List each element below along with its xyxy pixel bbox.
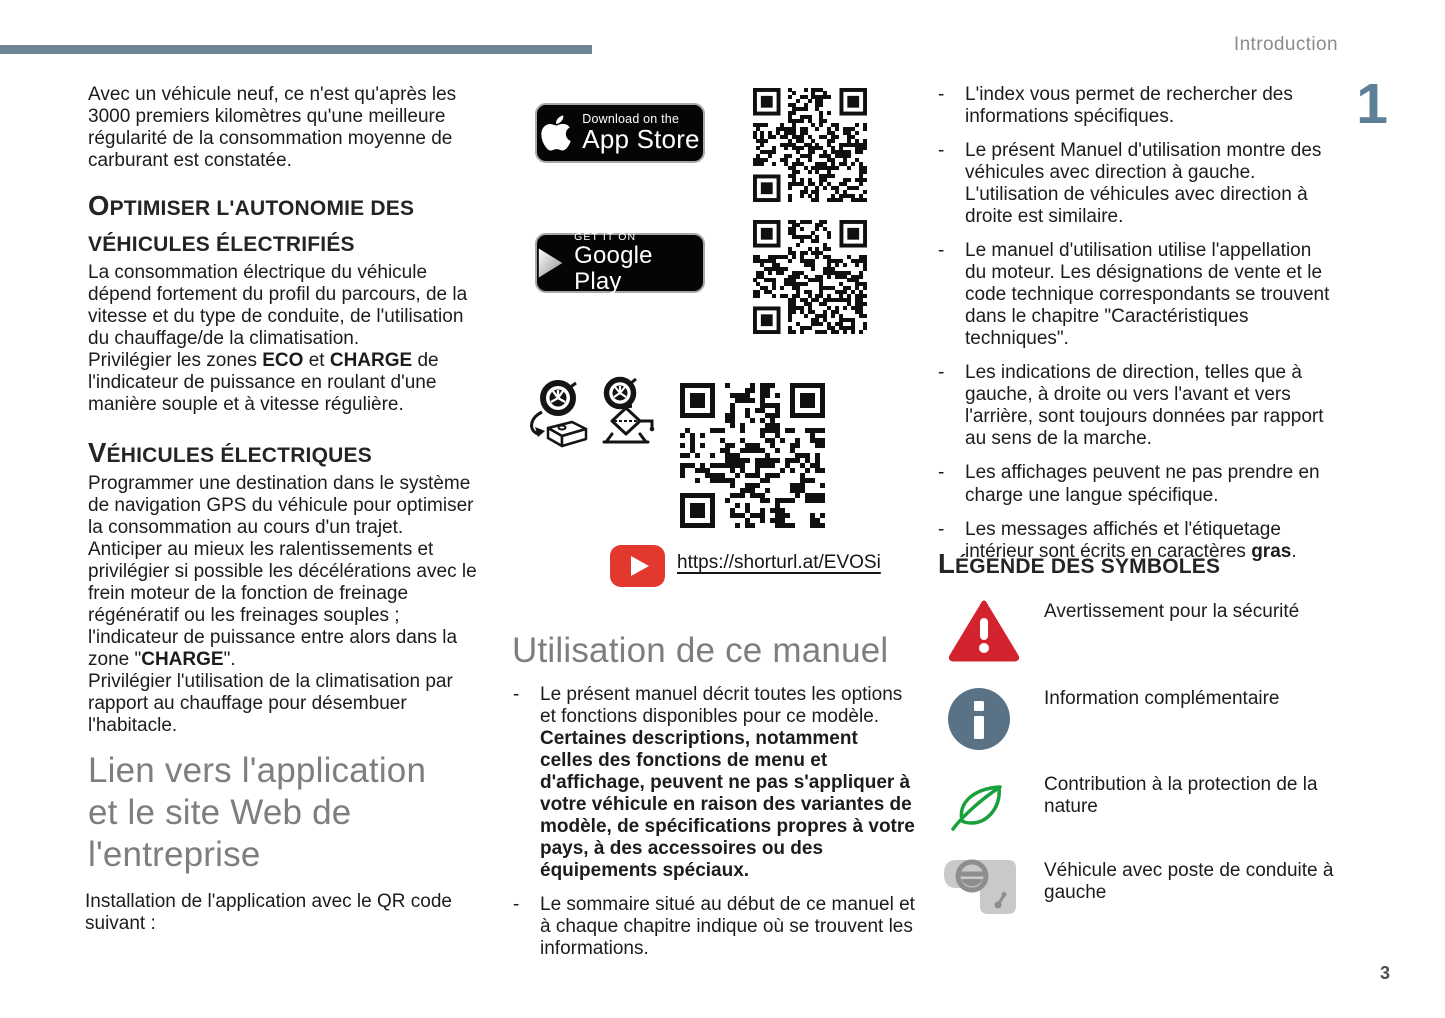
usage-item-text: Le sommaire situé au début de ce manuel et à chaque chapitre indique où se trouvent les informations. [540, 894, 915, 960]
intro-paragraph: Avec un véhicule neuf, ce n'est qu'après les 3000 premiers kilomètres qu'une meilleure régularité de la consommation moyenne de carburant est constatée. [88, 84, 457, 172]
text-segment: de l'indicateur de puissance en roulant d'une manière souple et à vitesse régulière. [88, 350, 439, 416]
steering-wheel-icon [942, 858, 1020, 916]
electric-vehicles-block [88, 473, 488, 737]
qr-code-tyre-info [680, 383, 825, 528]
note-text: Le manuel d'utilisation utilise l'appellation du moteur. Les désignations de vente et le code technique correspondants se trouvent dans le chapitre "Caractéristiques techniques". [965, 240, 1330, 350]
text-segment: et [303, 350, 330, 371]
google-play-icon [537, 247, 564, 279]
list-item [513, 894, 915, 960]
googleplay-badge [535, 233, 705, 293]
list-item [938, 462, 1336, 506]
note-text: Les indications de direction, telles que à gauche, à droite ou vers l'avant et vers l'arrière, sont toujours données par rapport au sens de la marche. [965, 362, 1324, 450]
install-note: Installation de l'application avec le QR code suivant : [85, 891, 452, 935]
note-text: Le présent Manuel d'utilisation montre des véhicules avec direction à gauche. L'utilisation de véhicules avec direction à droite est similaire. [965, 140, 1322, 228]
bullet-dash: - [513, 684, 520, 705]
appstore-badge-line2: App Store [582, 123, 700, 154]
ev-paragraph-1: Programmer une destination dans le système de navigation GPS du véhicule pour optimiser la consommation au cours d'un trajet. [88, 473, 474, 539]
info-icon [948, 688, 1010, 750]
warning-triangle-icon [948, 599, 1020, 662]
heading-app-link: Lien vers l'application et le site Web de l'entreprise [88, 751, 427, 874]
video-link[interactable]: https://shorturl.at/EVOSi [677, 552, 881, 573]
text-segment: . [1291, 540, 1297, 562]
googleplay-badge-line1: GET IT ON [574, 231, 637, 244]
qr-code-appstore [753, 88, 867, 202]
page-number: 3 [1380, 963, 1391, 983]
bullet-dash: - [938, 140, 945, 162]
bold-segment: CHARGE [141, 649, 224, 671]
eco-charge-paragraph [88, 350, 480, 416]
bullet-dash: - [938, 518, 945, 540]
text-segment: Privilégier les zones [88, 350, 263, 371]
consumption-paragraph: La consommation électrique du véhicule dépend fortement du profil du parcours, de la vitesse et du type de conduite, de l'utilisation du chauffage/de la climatisation. [88, 262, 468, 350]
legend-label: Véhicule avec poste de conduite à gauche [1044, 860, 1334, 904]
ev-paragraph-3: Privilégier l'utilisation de la climatisation par rapport au chauffage pour désembuer l'habitacle. [88, 671, 453, 737]
note-text: L'index vous permet de rechercher des informations spécifiques. [965, 84, 1293, 128]
appstore-badge-text [582, 113, 699, 153]
heading-electric-vehicles: VÉHICULES ÉLECTRIQUES [88, 437, 372, 468]
leaf-icon [950, 780, 1006, 832]
note-text: Les affichages peuvent ne pas prendre en charge une langue spécifique. [965, 462, 1320, 506]
list-item [938, 140, 1336, 228]
list-item [938, 84, 1336, 128]
heading-usage: Utilisation de ce manuel [512, 631, 889, 670]
appstore-badge-line1: Download on the [582, 111, 680, 126]
list-item [938, 240, 1336, 350]
list-item [938, 362, 1336, 450]
notes-list [938, 84, 1336, 575]
chapter-number: 1 [1356, 72, 1388, 136]
usage-item-text [540, 684, 915, 882]
bold-segment: CHARGE [329, 350, 413, 371]
text-segment: ". [223, 649, 236, 671]
bullet-dash: - [938, 462, 945, 484]
googleplay-badge-text [574, 232, 703, 293]
text-segment: Le présent manuel décrit toutes les options et fonctions disponibles pour ce modèle. [540, 684, 903, 728]
heading-legend: LÉGENDE DES SYMBOLES [938, 548, 1221, 579]
bullet-dash: - [938, 240, 945, 262]
heading-optimize-range: OPTIMISER L'AUTONOMIE DES VÉHICULES ÉLECTRIFIÉS [88, 190, 415, 256]
appstore-badge [535, 103, 705, 163]
tire-inflation-kit-icon [524, 378, 590, 448]
googleplay-badge-line2: Google Play [574, 242, 653, 295]
ev-paragraph-2 [88, 539, 488, 671]
legend-label: Contribution à la protection de la nature [1044, 774, 1318, 818]
bullet-dash: - [938, 84, 945, 105]
apple-icon [540, 113, 572, 153]
tire-jack-icon [592, 376, 660, 448]
text-segment: Les messages affichés et l'étiquetage intérieur sont écrits en caractères [965, 518, 1281, 562]
bullet-dash: - [513, 894, 520, 916]
legend-label: Avertissement pour la sécurité [1044, 601, 1300, 622]
text-segment: Anticiper au mieux les ralentissements et privilégier si possible les décélérations avec le frein moteur de la fonction de freinage régénératif ou les freinages souples ; l'indicateur de puissance entre alors dans la zone " [88, 539, 477, 671]
bold-segment: gras [1251, 540, 1292, 562]
bullet-dash: - [938, 362, 945, 384]
bold-segment: ECO [262, 350, 304, 371]
bold-segment: Certaines descriptions, notamment celles des fonctions de menu et d'affichage, peuvent ne pas s'appliquer à votre véhicule en raison des variantes de modèle, de spécifications propres à votre pays, à des accessoires ou des équipements spéciaux. [540, 728, 915, 882]
header-rule [0, 45, 592, 54]
chapter-title: Introduction [1233, 34, 1338, 55]
youtube-icon [610, 545, 665, 587]
qr-code-googleplay [753, 220, 867, 334]
list-item [513, 684, 915, 882]
usage-list [513, 684, 915, 972]
legend-label: Information complémentaire [1044, 688, 1280, 709]
